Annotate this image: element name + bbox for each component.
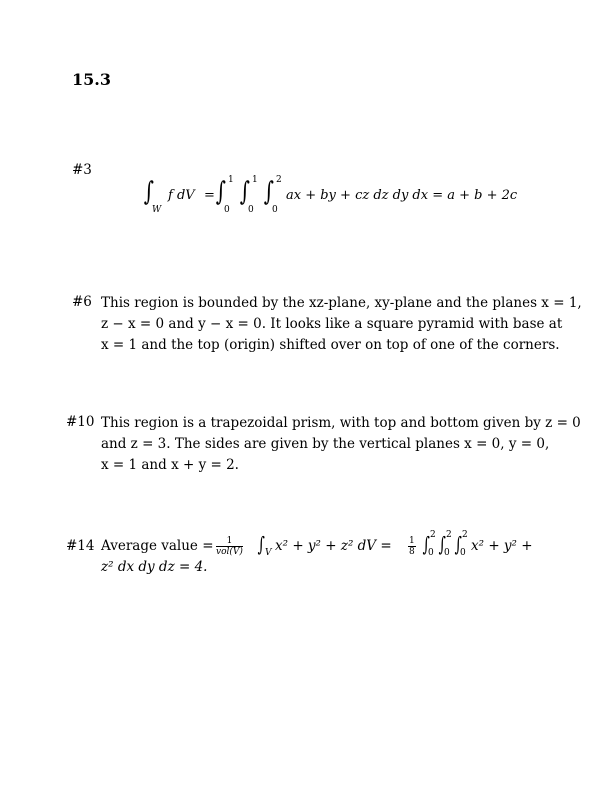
upper-limit: 2 [430,530,436,540]
upper-limit: 2 [276,175,282,185]
lower-limit: 0 [444,548,450,558]
integral-sign: ∫ [438,532,446,556]
fraction-numerator: 1 [216,536,243,547]
problem-14-number: #14 [66,538,95,554]
problem-3-number: #3 [72,162,92,178]
fraction-one-over-volume [216,536,243,557]
text-line: and z = 3. The sides are given by the vertical planes x = 0, y = 0, [101,436,550,452]
text-line: This region is bounded by the xz-plane, xy-plane and the planes x = 1, [101,295,582,311]
problem-6-number: #6 [72,294,92,310]
integral-sign: ∫ [422,532,430,556]
integral-sign: ∫ [454,532,462,556]
integral-sign: ∫ [257,532,265,556]
text-line: This region is a trapezoidal prism, with top and bottom given by z = 0 [101,415,581,431]
upper-limit: 2 [462,530,468,540]
text-line: x = 1 and x + y = 2. [101,457,239,473]
lower-limit: 0 [224,205,230,215]
integral-sign: ∫ [143,177,154,207]
problem-14-text [101,532,541,582]
region-label: V [265,548,272,558]
lower-limit: 0 [272,205,278,215]
integral-sign: ∫ [239,177,250,207]
upper-limit: 1 [228,175,234,185]
text-line: z − x = 0 and y − x = 0. It looks like a square pyramid with base at [101,316,563,332]
integrand-2: x² + y² + [471,538,533,554]
average-value-label: Average value = [101,538,214,554]
section-title: 15.3 [72,70,111,89]
problem-10-number: #10 [66,414,95,430]
equals-sign: = [204,188,215,203]
problem-10-text [101,413,581,476]
problem-3-equation [142,175,522,225]
upper-limit: 1 [252,175,258,185]
fraction-denominator: 8 [409,547,415,557]
integrand-1: x² + y² + z² dV = [275,538,392,554]
problem-6-text [101,293,582,356]
lower-limit: 0 [248,205,254,215]
fraction-numerator: 1 [409,536,415,546]
integral-sign: ∫ [263,177,274,207]
fraction-denominator: vol(V) [216,547,243,557]
integral-sign: ∫ [215,177,226,207]
region-label: W [152,205,162,215]
upper-limit: 2 [446,530,452,540]
lhs-integrand: f dV [168,188,195,203]
lower-limit: 0 [428,548,434,558]
lower-limit: 0 [460,548,466,558]
integrand-continuation: z² dx dy dz = 4. [101,559,208,575]
text-line: x = 1 and the top (origin) shifted over on top of one of the corners. [101,337,560,353]
rhs-integrand: ax + by + cz dz dy dx = a + b + 2c [286,188,518,203]
fraction-one-eighth [408,536,416,557]
